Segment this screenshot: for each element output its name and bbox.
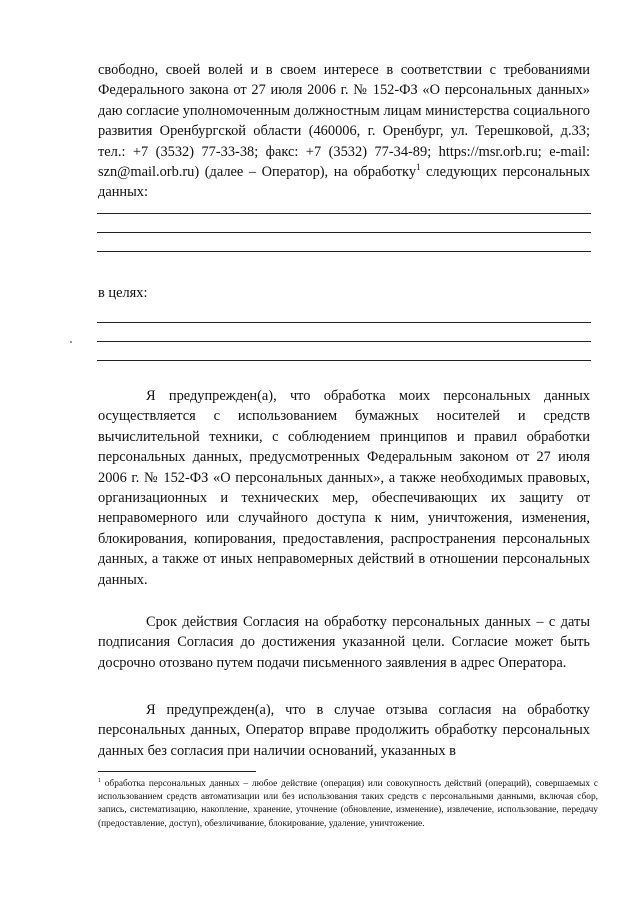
scan-speck (70, 341, 72, 343)
processing-warning-paragraph: Я предупрежден(а), что обработка моих персональных данных осуществляется с использованием бумажных носителей и средств вычислительной техники, с соблюдением принципов и правил обработки персональных данных, предусмотренных Федеральным законом от 27 июля 2006 г. № 152-ФЗ «О персональных данных», а также необходимых правовых, организационных и технических мер, обеспечивающих их защиту от неправомерного или случайного доступа к ним, уничтожения, изменения, блокирования, копирования, предоставления, распространения персональных данных, а также от иных неправомерных действий в отношении персональных данных. (98, 388, 590, 588)
purpose-line-1[interactable] (97, 322, 591, 323)
purpose-line-2[interactable] (97, 341, 591, 342)
consent-intro-paragraph (98, 60, 590, 203)
personal-data-line-3[interactable] (97, 251, 591, 252)
consent-term-paragraph: Срок действия Согласия на обработку персональных данных – с даты подписания Согласия до достижения указанной цели. Согласие может быть досрочно отозвано путем подачи письменного заявления в адрес Оператора. (98, 614, 590, 671)
consent-intro-text: свободно, своей волей и в своем интересе в соответствии с требованиями Федерального закона от 27 июля 2006 г. № 152-ФЗ «О персональных данных» даю согласие уполномоченным должностным лицам министерства социального развития Оренбургской области (460006, г. Оренбург, ул. Терешковой, д.33; тел.: +7 (3532) 77-33-38; факс: +7 (3532) 77-34-89; https://msr.orb.ru; e-mail: szn@mail.orb.ru) (далее – Оператор), на обработку (98, 62, 590, 181)
personal-data-line-2[interactable] (97, 232, 591, 233)
footnote (98, 778, 598, 831)
footnote-text: обработка персональных данных – любое действие (операция) или совокупность действий (операций), совершаемых с использованием средств автоматизации или без использования таких средств с персональными данными, включая сбор, запись, систематизацию, накопление, хранение, уточнение (обновление, изменение), извлечение, использование, передачу (предоставление, доступ), обезличивание, блокирование, удаление, уничтожение. (98, 779, 598, 829)
consent-intro-end: следующих персональных данных: (98, 164, 590, 201)
footnote-reference: 1 (416, 162, 421, 173)
purpose-line-3[interactable] (97, 360, 591, 361)
revocation-paragraph: Я предупрежден(а), что в случае отзыва согласия на обработку персональных данных, Оператор вправе продолжить обработку персональных данных без согласия при наличии оснований, указанных в (98, 702, 590, 759)
personal-data-line-1[interactable] (97, 213, 591, 214)
purpose-label: в целях: (98, 285, 148, 301)
footnote-separator (98, 771, 256, 772)
footnote-number: 1 (98, 777, 101, 784)
